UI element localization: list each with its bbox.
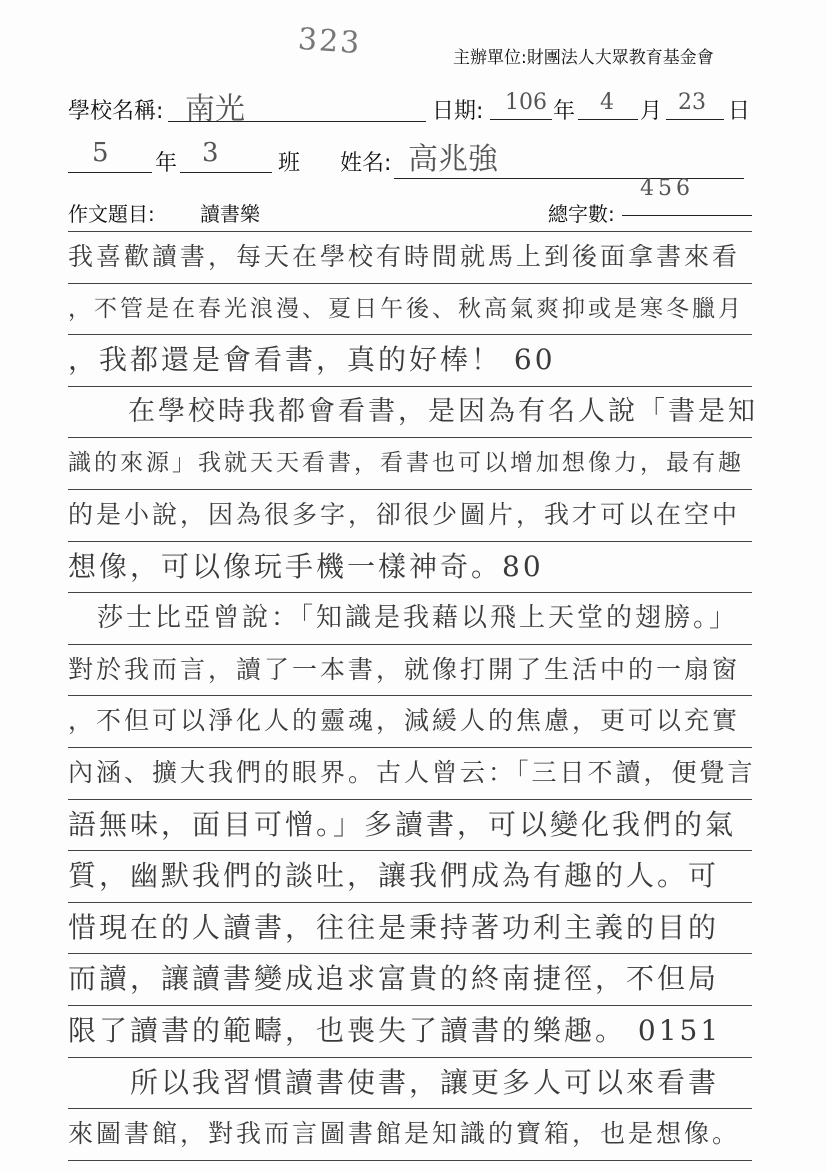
wordcount-label: 總字數: — [548, 202, 615, 226]
ruled-line — [68, 1160, 752, 1161]
topic-value: 讀書樂 — [200, 202, 260, 226]
essay-line: ，我都還是會看書，真的好棒！ 60 — [68, 343, 556, 377]
date-day-underline — [666, 119, 724, 120]
ruled-line — [68, 799, 752, 800]
essay-line: 內涵、擴大我們的眼界。古人曾云：「三日不讀，便覺言 — [68, 758, 756, 787]
grade-value: 5 — [92, 138, 109, 168]
name-value: 高兆強 — [408, 142, 498, 177]
date-month-value: 4 — [600, 90, 614, 115]
year-label: 年 — [553, 99, 576, 124]
essay-line: 來圖書館，對我而言圖書館是知識的寶箱，也是想像。 — [68, 1119, 741, 1149]
essay-line: 限了讀書的範疇，也喪失了讀書的樂趣。 0151 — [68, 1014, 722, 1047]
essay-line: 想像，可以像玩手機一樣神奇。80 — [68, 549, 544, 583]
ruled-line — [68, 644, 752, 645]
essay-line: 對於我而言，讀了一本書，就像打開了生活中的一扇窗 — [68, 654, 741, 684]
ruled-line — [68, 541, 752, 542]
wordcount-value: 456 — [640, 176, 694, 201]
ruled-line — [68, 231, 752, 232]
date-year-underline — [490, 119, 552, 120]
ruled-line — [68, 953, 752, 954]
essay-line: 識的來源」我就天天看書，看書也可以增加想像力，最有趣 — [68, 450, 744, 477]
class-label: 班 — [278, 151, 301, 176]
school-underline — [168, 121, 426, 122]
ruled-line — [68, 1108, 752, 1109]
school-label: 學校名稱: — [68, 99, 164, 124]
essay-line: 我喜歡讀書，每天在學校有時間就馬上到後面拿書來看 — [68, 242, 741, 271]
essay-line: 莎士比亞曾說：「知識是我藉以飛上天堂的翅膀。」 — [68, 603, 739, 634]
ruled-line — [68, 592, 752, 593]
essay-line: 的是小說，因為很多字，卻很少圖片，我才可以在空中 — [68, 500, 741, 529]
essay-line: 語無味，面目可憎。」多讀書，可以變化我們的氣 — [68, 807, 737, 841]
ruled-line — [68, 747, 752, 748]
essay-line: 質，幽默我們的談吐，讓我們成為有趣的人。可 — [68, 859, 720, 893]
essay-line: ，不但可以淨化人的靈魂，減緩人的焦慮，更可以充實 — [68, 706, 741, 736]
ruled-line — [68, 283, 752, 284]
essay-line: 惜現在的人讀書，往往是秉持著功利主義的目的 — [68, 910, 720, 944]
ruled-line — [68, 695, 752, 696]
month-label: 月 — [640, 99, 663, 124]
ruled-line — [68, 902, 752, 903]
wordcount-underline — [622, 215, 752, 216]
class-value: 3 — [202, 138, 219, 168]
date-day-value: 23 — [678, 90, 706, 115]
date-month-underline — [578, 119, 638, 120]
topic-label: 作文題目: — [68, 202, 155, 226]
document-number: 323 — [296, 21, 363, 62]
ruled-line — [68, 850, 752, 851]
essay-line: 而讀，讓讀書變成追求富貴的終南捷徑，不但局 — [68, 962, 720, 996]
school-value: 南光 — [185, 92, 245, 127]
grade-underline — [68, 172, 152, 173]
essay-line: 所以我習慣讀書使書，讓更多人可以來看書 — [68, 1065, 720, 1099]
date-year-value: 106 — [505, 90, 547, 115]
ruled-line — [68, 1057, 752, 1058]
essay-line: 在學校時我都會看書，是因為有名人說「書是知 — [68, 395, 758, 427]
day-label: 日 — [728, 99, 751, 124]
ruled-line — [68, 386, 752, 387]
name-label: 姓名: — [340, 151, 392, 176]
organizer-label: 主辦單位:財團法人大眾教育基金會 — [453, 48, 714, 68]
essay-line: ，不管是在春光浪漫、夏日午後、秋高氣爽抑或是寒冬臘月 — [68, 295, 744, 322]
ruled-line — [68, 334, 752, 335]
class-underline — [180, 172, 272, 173]
ruled-line — [68, 1005, 752, 1006]
ruled-line — [68, 489, 752, 490]
grade-label: 年 — [155, 151, 178, 176]
date-label: 日期: — [432, 99, 484, 124]
ruled-line — [68, 437, 752, 438]
